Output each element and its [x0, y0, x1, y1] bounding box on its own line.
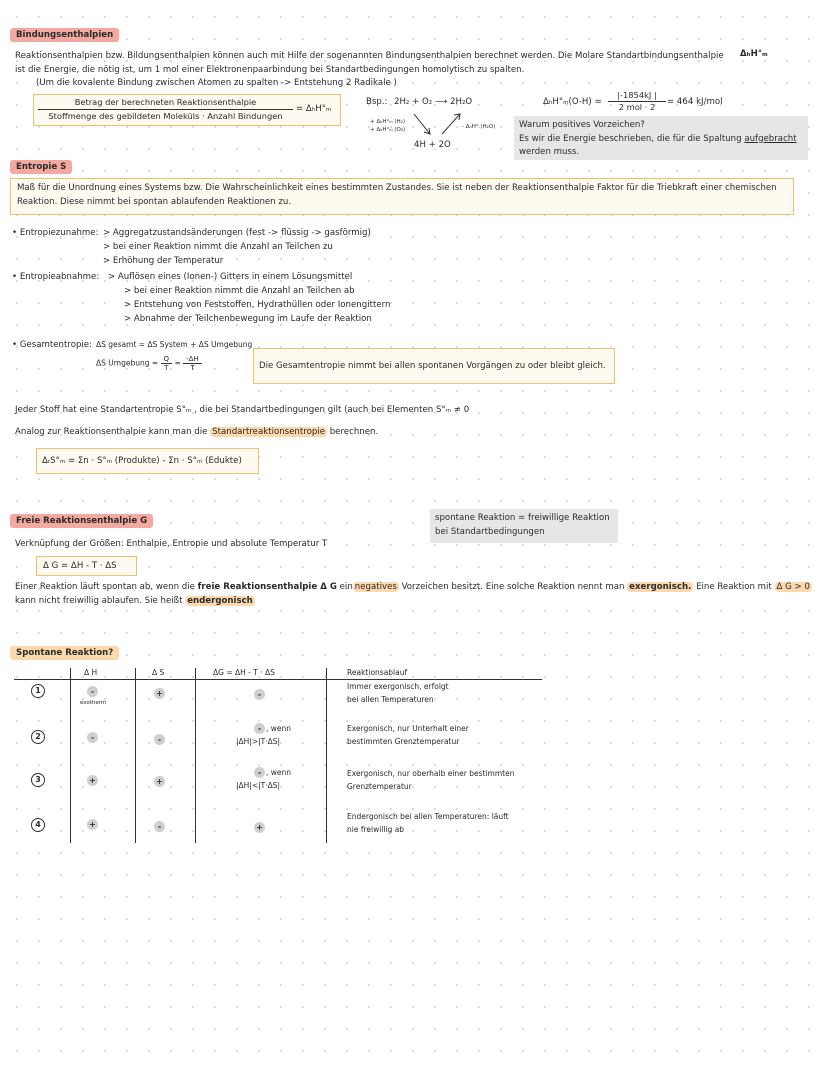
abnahme-label: • Entropieabnahme: — [12, 272, 100, 282]
analog-highlight: Standartreaktionsentropie — [212, 427, 325, 437]
question-title: Warum positives Vorzeichen? — [519, 120, 645, 130]
calc-numerator: |-1854kJ | — [608, 90, 666, 102]
row-number: 2 — [31, 730, 45, 744]
row-number: 4 — [31, 818, 45, 832]
analog-line: Analog zur Reaktionsenthalpie kann man die Standartreaktionsentropie berechnen. — [15, 427, 379, 437]
row-dg-sign: - — [254, 723, 265, 734]
bindung-formula-box — [33, 94, 341, 126]
bindung-formula-result: = ΔₕH°ₘ — [296, 104, 332, 114]
row-dh-sign: + — [87, 775, 98, 786]
bindung-p1: Reaktionsenthalpien bzw. Bildungsenthalpien können auch mit Hilfe der sogenannten Bindungsenthalpien berechnet werden. Die Molare Standartbindungsenthalpie — [15, 51, 724, 61]
freie-link: Verknüpfung der Größen: Enthalpie, Entropie und absolute Temperatur T — [15, 539, 328, 549]
row-dg-sign: + — [254, 822, 265, 833]
gibbs-formula: Δ G = ΔH - T · ΔS — [36, 556, 137, 576]
question-box — [514, 116, 808, 160]
freie-grey-line-1: spontane Reaktion = freiwillige Reaktion — [435, 513, 610, 523]
bsp-left-label-1: + ΔₕH°ₘ (H₂) — [370, 119, 406, 125]
question-line — [519, 133, 803, 147]
freie-heading: Freie Reaktionsenthalpie G — [10, 514, 153, 528]
table-header-ds: Δ S — [152, 668, 165, 677]
row-dg-sign: - — [254, 767, 265, 778]
freie-sentence-2: kann nicht freiwillig ablaufen. Sie heißt endergonisch — [15, 596, 253, 606]
freie-grey-line-2: bei Standartbedingungen — [435, 526, 545, 537]
row-ablauf: Endergonisch bei allen Temperaturen: läuft nie freiwillig ab — [347, 812, 509, 834]
bindung-heading: Bindungsenthalpien — [10, 28, 119, 42]
row-dg-condition-word: , wenn — [266, 724, 292, 733]
table-col-line-3 — [195, 668, 196, 843]
bindung-formula-numerator: Betrag der berechneten Reaktionsenthalpie — [38, 96, 293, 110]
bindung-p3: (Um die kovalente Bindung zwischen Atomen zu spalten -> Entstehung 2 Radikale ) — [36, 78, 397, 88]
abnahme-item-2: > bei einer Reaktion nimmt die Anzahl an Teilchen ab — [124, 286, 355, 296]
zunahme-item-3: > Erhöhung der Temperatur — [103, 256, 224, 266]
row-ablauf: Exergonisch, nur oberhalb einer bestimmten Grenztemperatur — [347, 769, 515, 791]
gesamt-box: Die Gesamtentropie nimmt bei allen spontanen Vorgängen zu oder bleibt gleich. — [253, 348, 615, 384]
row-dh-sign: - — [87, 732, 98, 743]
table-header-dg: ΔG = ΔH - T · ΔS — [213, 668, 275, 677]
zunahme-item-1: > Aggregatzustandsänderungen (fest -> flüssig -> gasförmig) — [103, 228, 371, 238]
table-header-line — [14, 679, 542, 680]
bsp-right-label: - ΔₕH° (H₂O) — [462, 124, 496, 130]
row-dh-sign: - — [87, 686, 98, 697]
row-dg-condition-word: , wenn — [266, 768, 292, 777]
question-text-2: werden muss. — [519, 147, 580, 157]
row-dh-note: exotherm — [80, 700, 107, 706]
entropie-definition: Maß für die Unordnung eines Systems bzw. Die Wahrscheinlichkeit eines bestimmten Zustandes. Sie ist neben der Reaktionsenthalpie Faktor für die Triebkraft einer chemischen Reaktion. Diese nimmt bei spontan ablaufenden Reaktionen zu. — [10, 178, 794, 215]
row-ds-sign: + — [154, 776, 165, 787]
table-col-line-4 — [326, 668, 327, 843]
question-text-underlined: aufgebracht — [744, 133, 797, 144]
row-ds-sign: - — [154, 734, 165, 745]
table-header-ablauf: Reaktionsablauf — [347, 668, 408, 677]
calc-result: = 464 kJ/mol — [667, 97, 723, 107]
table-header-dh: Δ H — [84, 668, 98, 677]
gesamt-equation-1: ΔS gesamt = ΔS System + ΔS Umgebung — [96, 340, 253, 349]
freie-sentence-1: Einer Reaktion läuft spontan ab, wenn die freie Reaktionsenthalpie Δ G ein negatives Vorzeichen besitzt. Eine solche Reaktion nennt man exergonisch. Eine Reaktion mit Δ G > 0 — [15, 582, 810, 592]
table-col-line-1 — [70, 668, 71, 843]
calc-left: ΔₕH°ₘ(O-H) = — [543, 97, 602, 107]
bsp-equation: 2H₂ + O₂ ⟶ 2H₂O — [394, 97, 473, 107]
bsp-label: Bsp.: — [366, 97, 388, 107]
bsp-bottom: 4H + 2O — [414, 140, 451, 150]
row-dg-sign: - — [254, 689, 265, 700]
gesamt-label: • Gesamtentropie: — [12, 340, 92, 350]
question-text-1: Es wir die Energie beschrieben, die für die Spaltung — [519, 133, 742, 144]
row-ablauf: Exergonisch, nur Unterhalt einer bestimmten Grenztemperatur — [347, 724, 469, 746]
bindung-formula-denominator: Stoffmenge des gebildeten Moleküls · Anzahl Bindungen — [48, 111, 283, 121]
abnahme-item-4: > Abnahme der Teilchenbewegung im Laufe der Reaktion — [124, 314, 372, 324]
table-col-line-2 — [135, 668, 136, 843]
row-ds-sign: + — [154, 688, 165, 699]
bsp-left-label-2: + ΔₕH°ₘ (O₂) — [370, 127, 406, 133]
gesamt-equation-2: ΔS Umgebung = $\frac{Q}{T}$ = $\frac{-\Delta H}{T}$ — [96, 355, 202, 372]
row-ds-sign: - — [154, 821, 165, 832]
zunahme-item-2: > bei einer Reaktion nimmt die Anzahl an Teilchen zu — [103, 242, 333, 252]
calc-fraction — [608, 90, 666, 113]
row-ablauf: Immer exergonisch, erfolgt bei allen Temperaturen — [347, 682, 449, 704]
bindung-symbol: ΔₕH°ₘ — [740, 49, 768, 59]
row-dg-condition: |ΔH|>|T·ΔS| — [236, 737, 281, 746]
bindung-p2: ist die Energie, die nötig ist, um 1 mol einer Elektronenpaarbindung bei Standartbedingungen homolytisch zu spalten. — [15, 65, 525, 75]
row-dg-condition: |ΔH|<|T·ΔS| — [236, 781, 281, 790]
zunahme-label: • Entropiezunahme: — [12, 228, 99, 238]
spontan-heading: Spontane Reaktion? — [10, 646, 119, 660]
row-number: 1 — [31, 684, 45, 698]
row-number: 3 — [31, 773, 45, 787]
abnahme-item-1: > Auflösen eines (Ionen-) Gitters in einem Lösungsmittel — [108, 272, 353, 282]
calc-denominator: 2 mol · 2 — [618, 102, 656, 112]
row-dh-sign: + — [87, 819, 98, 830]
standard-entropie-line: Jeder Stoff hat eine Standartentropie S°ₘ , die bei Standartbedingungen gilt (auch bei Elementen S°ₘ ≠ 0 — [15, 405, 470, 415]
entropie-heading: Entropie S — [10, 160, 72, 174]
freie-grey-box — [430, 509, 618, 543]
reaktionsentropie-formula: ΔᵣS°ₘ = Σn · S°ₘ (Produkte) - Σn · S°ₘ (Edukte) — [36, 448, 259, 474]
abnahme-item-3: > Entstehung von Feststoffen, Hydrathüllen oder Ionengittern — [124, 300, 391, 310]
